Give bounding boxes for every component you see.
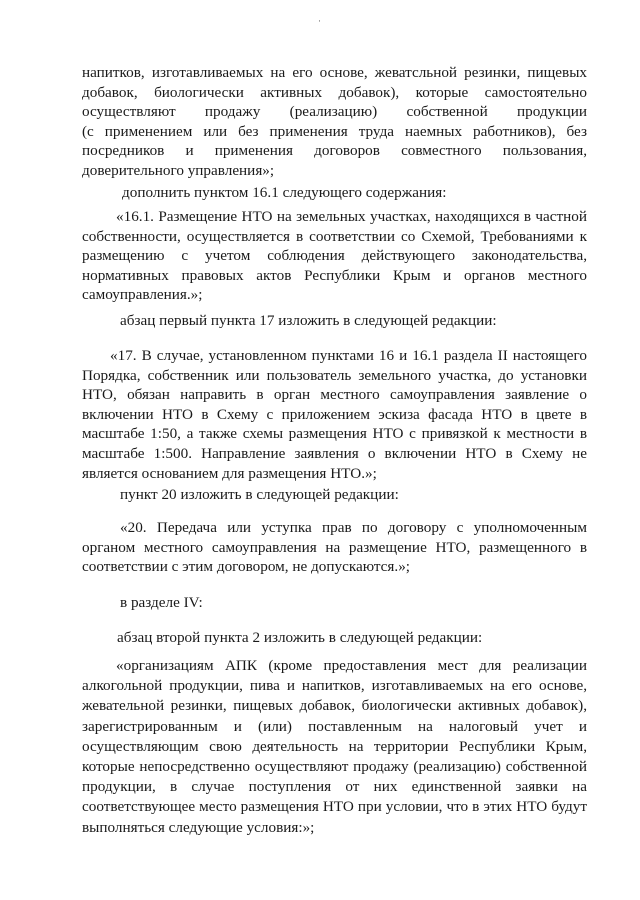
text-line: «организациям АПК (кроме предоставления мест для реализации: [116, 657, 587, 674]
text-line: добавок, биологически активных добавок), которые самостоятельно: [82, 83, 587, 101]
text-line: напитков, изготавливаемых на его основе, жеватсльной резинки, пищевых: [82, 64, 587, 81]
instruction-add-16-1: дополнить пунктом 16.1 следующего содержания:: [122, 184, 447, 201]
text-line: алкогольной продукции, пива и напитков, изготавливаемых на его основе,: [82, 677, 587, 695]
page-mark: ·: [318, 16, 321, 26]
text-line: «20. Передача или уступка прав по договору с уполномоченным: [120, 519, 587, 536]
text-line: (с применением или без применения труда наемных работников), без: [82, 122, 587, 140]
text-line: самоуправления.»;: [82, 286, 203, 304]
text-line: которые непосредственно осуществляют продажу (реализацию) собственной: [82, 758, 587, 776]
text-line: «16.1. Размещение НТО на земельных участках, находящихся в частной: [116, 208, 587, 225]
paragraph-20: [82, 518, 587, 577]
text-line: доверительного управления»;: [82, 161, 275, 179]
text-line: соответствии с этим договором, не допускаются.»;: [82, 558, 411, 576]
text-line: продукции, в случае поступления от них единственной заявки на: [82, 778, 587, 796]
instruction-item-17: абзац первый пункта 17 изложить в следующей редакции:: [120, 312, 497, 329]
text-line: зарегистрированным и (или) поставленным на налоговый учет и: [82, 717, 587, 735]
instruction-item-20: пункт 20 изложить в следующей редакции:: [120, 486, 399, 503]
text-line: масштабе 1:50, а также схемы размещения НТО с привязкой к местности в: [82, 425, 587, 443]
text-line: является основанием для размещения НТО.»;: [82, 464, 377, 482]
instruction-section-iv: в разделе IV:: [120, 594, 203, 611]
paragraph-16-1: [82, 207, 587, 305]
text-line: Порядка, собственник или пользователь земельного участка, до установки: [82, 366, 587, 384]
text-line: масштабе 1:500. Направление заявления о включении НТО в Схему не: [82, 444, 587, 462]
text-line: соответствующее место размещения НТО при условии, что в этих НТО будут: [82, 798, 587, 816]
text-line: собственности, осуществляется в соответствии со Схемой, Требованиями к: [82, 227, 587, 245]
paragraph-17: [82, 346, 587, 483]
text-line: органом местного самоуправления на размещение НТО, размещенного в: [82, 538, 587, 556]
text-line: включении НТО в Схему с приложением эскиза фасада НТО в цвете в: [82, 405, 587, 423]
text-line: «17. В случае, установленном пунктами 16 и 16.1 раздела II настоящего: [110, 347, 587, 364]
text-line: размещению с учетом соблюдения действующего законодательства,: [82, 247, 587, 265]
text-line: НТО, обязан направить в орган местного самоуправления заявление о: [82, 386, 587, 404]
paragraph-continuation: [82, 63, 587, 181]
instruction-item-2-paragraph-2: абзац второй пункта 2 изложить в следующей редакции:: [117, 629, 483, 646]
paragraph-organizations-apk: [82, 656, 587, 838]
text-line: осуществляющим свою деятельность на территории Республики Крым,: [82, 737, 587, 755]
text-line: выполняться следующие условия:»;: [82, 818, 315, 836]
text-line: посредников и применения договоров совместного пользования,: [82, 142, 587, 160]
text-line: жевательной резинки, пищевых добавок, биологически активных добавок),: [82, 697, 587, 715]
text-line: нормативных правовых актов Республики Крым и органов местного: [82, 266, 587, 284]
text-line: осуществляют продажу (реализацию) собственной продукции: [82, 103, 587, 121]
